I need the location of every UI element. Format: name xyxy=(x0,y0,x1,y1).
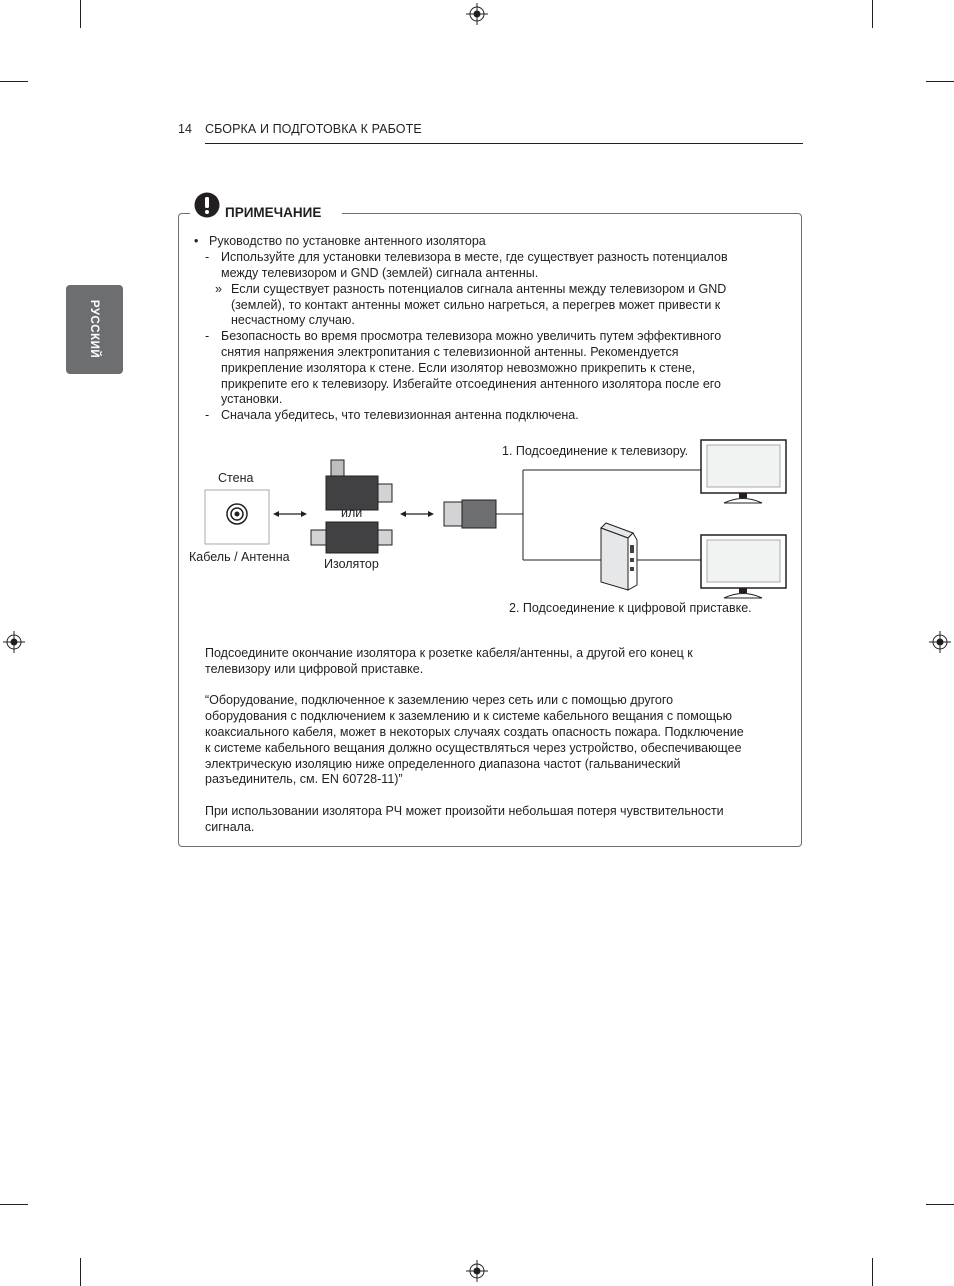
double-arrow-icon xyxy=(400,511,434,517)
note-subitem-line: (землей), то контакт антенны может сильно нагреться, а перегрев может привести к xyxy=(231,298,721,312)
note-item-line: Сначала убедитесь, что телевизионная антенна подключена. xyxy=(221,408,579,422)
paragraph-line: сигнала. xyxy=(205,820,255,834)
paragraph-line: электрическую изоляцию ниже определенного диапазона частот (гальванический xyxy=(205,757,681,771)
or-label: или xyxy=(341,506,363,520)
isolator-angled-icon xyxy=(326,460,392,510)
paragraph-line: коаксиального кабеля, может в некоторых случаях создать опасность пожара. Подключение xyxy=(205,725,744,739)
paragraph-line: “Оборудование, подключенное к заземлению через сеть или с помощью другого xyxy=(205,693,674,707)
note-subitem-line: несчастному случаю. xyxy=(231,313,355,327)
tv-icon xyxy=(701,440,786,503)
connect-stb-label: 2. Подсоединение к цифровой приставке. xyxy=(509,601,752,615)
note-title: ПРИМЕЧАНИЕ xyxy=(225,205,322,220)
wall-label: Стена xyxy=(218,471,254,485)
paragraph-line: оборудования с подключением к заземлению и к системе кабельного вещания с помощью xyxy=(205,709,733,723)
note-item-line: прикрепление изолятора к стене. Если изолятор невозможно прикрепить к стене, xyxy=(221,361,696,375)
note-item-line: установки. xyxy=(221,392,283,406)
note-subitem-line: Если существует разность потенциалов сигнала антенны между телевизором и GND xyxy=(231,282,727,296)
set-top-box-icon xyxy=(601,523,637,590)
wall-outlet-icon xyxy=(205,490,269,544)
cable-antenna-label: Кабель / Антенна xyxy=(189,550,290,564)
note-item-line: прикрепите его к телевизору. Избегайте отсоединения антенного изолятора после его xyxy=(221,377,722,391)
coax-plug-icon xyxy=(444,500,523,528)
page-number: 14 xyxy=(178,122,192,136)
isolator-label: Изолятор xyxy=(324,557,379,571)
paragraph-line: Подсоедините окончание изолятора к розетке кабеля/антенны, а другой его конец к xyxy=(205,646,693,660)
note-item-line: Безопасность во время просмотра телевизора можно увеличить путем эффективного xyxy=(221,329,722,343)
paragraph-line: При использовании изолятора РЧ может произойти небольшая потеря чувствительности xyxy=(205,804,724,818)
sub-marker: » xyxy=(215,282,222,296)
double-arrow-icon xyxy=(273,511,307,517)
dash-marker: - xyxy=(205,408,210,422)
paragraph-line: разъединитель, см. EN 60728-11)” xyxy=(205,772,403,786)
dash-marker: - xyxy=(205,250,210,264)
connect-tv-label: 1. Подсоединение к телевизору. xyxy=(502,444,689,458)
dash-marker: - xyxy=(205,329,210,343)
section-title: СБОРКА И ПОДГОТОВКА К РАБОТЕ xyxy=(205,122,422,136)
language-tab-label: РУССКИЙ xyxy=(88,299,100,359)
note-item-line: Используйте для установки телевизора в месте, где существует разность потенциалов xyxy=(221,250,728,264)
note-item-line: снятия напряжения электропитания с телевизионной антенны. Рекомендуется xyxy=(221,345,679,359)
bullet-marker: • xyxy=(194,234,199,248)
note-bullet-heading: Руководство по установке антенного изолятора xyxy=(209,234,486,248)
tv-icon xyxy=(701,535,786,598)
note-item-line: между телевизором и GND (землей) сигнала антенны. xyxy=(221,266,539,280)
paragraph-line: телевизору или цифровой приставке. xyxy=(205,662,424,676)
paragraph-line: к системе кабельного вещания должно осуществляться через устройство, обеспечивающее xyxy=(205,741,742,755)
isolator-straight-icon xyxy=(311,522,392,553)
